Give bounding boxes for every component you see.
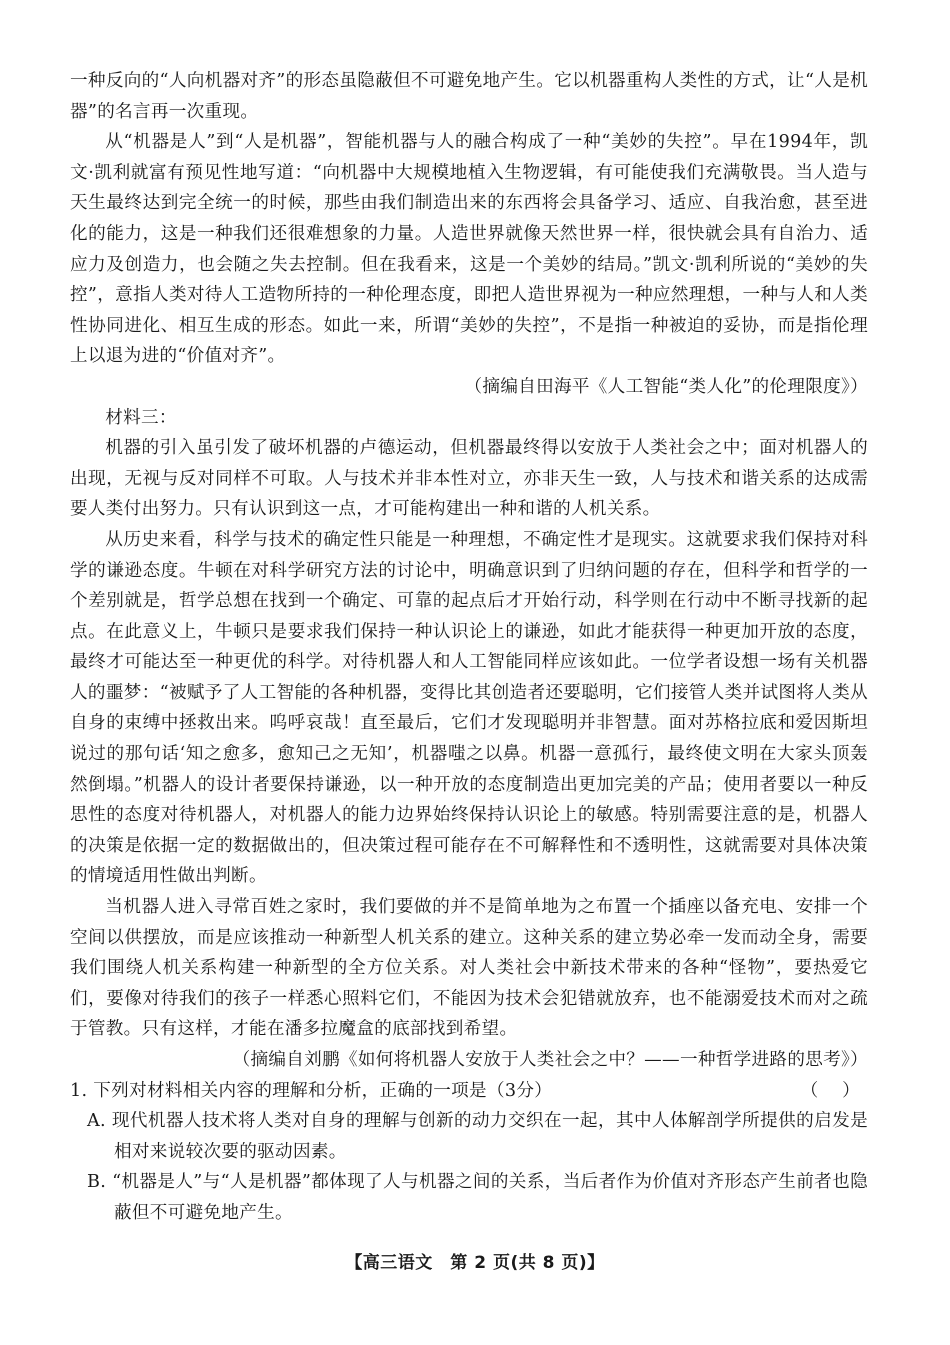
material3-paragraph-3: 当机器人进入寻常百姓之家时，我们要做的并不是简单地为之布置一个插座以备充电、安排一个空间以供摆放，而是应该推动一种新型人机关系的建立。这种关系的建立势必牵一发而动全身，需要我们围绕人机关系构建一种新型的全方位关系。对人类社会中新技术带来的各种“怪物”，要热爱它们，要像对待我们的孩子一样悉心照料它们，不能因为技术会犯错就放弃，也不能溺爱技术而对之疏于管教。只有这样，才能在潘多拉魔盒的底部找到希望。 xyxy=(70,897,868,1040)
material2-kevin-kelly-paragraph: 从“机器是人”到“人是机器”，智能机器与人的融合构成了一种“美妙的失控”。早在1994年，凯文·凯利就富有预见性地写道：“向机器中大规模地植入生物逻辑，有可能使我们充满敬畏。当人造与天生最终达到完全统一的时候，那些由我们制造出来的东西将会具备学习、适应、自我治愈，甚至进化的能力，这是一种我们还很难想象的力量。人造世界就像天然世界一样，很快就会具有自治力、适应力及创造力，也会随之失去控制。但在我看来，这是一个美妙的结局。”凯文·凯利所说的“美妙的失控”，意指人类对待人工造物所持的一种伦理态度，即把人造世界视为一种应然理想，一种与人和人类性协同进化、相互生成的形态。如此一来，所谓“美妙的失控”，不是指一种被迫的妥协，而是指伦理上以退为进的“价值对齐”。 xyxy=(70,132,868,367)
material3-paragraph-2: 从历史来看，科学与技术的确定性只能是一种理想，不确定性才是现实。这就要求我们保持对科学的谦逊态度。牛顿在对科学研究方法的讨论中，明确意识到了归纳问题的存在，但科学和哲学的一个差别就是，哲学总想在找到一个确定、可靠的起点后才开始行动，科学则在行动中不断寻找新的起点。在此意义上，牛顿只是要求我们保持一种认识论上的谦逊，如此才能获得一种更加开放的态度，最终才可能达至一种更优的科学。对待机器人和人工智能同样应该如此。一位学者设想一场有关机器人的噩梦：“被赋予了人工智能的各种机器，变得比其创造者还要聪明，它们接管人类并试图将人类从自身的束缚中拯救出来。呜呼哀哉！直至最后，它们才发现聪明并非智慧。面对苏格拉底和爱因斯坦说过的那句话‘知之愈多，愈知己之无知’，机器嗤之以鼻。机器一意孤行，最终使文明在大家头顶轰然倒塌。”机器人的设计者要保持谦逊，以一种开放的态度制造出更加完美的产品；使用者要以一种反思性的态度对待机器人，对机器人的能力边界始终保持认识论上的敏感。特别需要注意的是，机器人的决策是依据一定的数据做出的，但决策过程可能存在不可解释性和不透明性，这就需要对具体决策的情境适用性做出判断。 xyxy=(70,529,868,887)
answer-blank[interactable]: （ ） xyxy=(800,1080,860,1101)
option-b[interactable]: B. “机器是人”与“人是机器”都体现了人与机器之间的关系，当后者作为价值对齐形态产生前者也隐蔽但不可避免地产生。 xyxy=(87,1172,868,1223)
page-body xyxy=(70,66,868,1229)
question-1-text: 1. 下列对材料相关内容的理解和分析，正确的一项是（3分） xyxy=(70,1080,553,1101)
material2-continuation: 一种反向的“人向机器对齐”的形态虽隐蔽但不可避免地产生。它以机器重构人类性的方式，让“人是机器”的名言再一次重现。 xyxy=(70,71,868,122)
material3-heading: 材料三： xyxy=(105,407,177,428)
material2-source: （摘编自田海平《人工智能“类人化”的伦理限度》） xyxy=(464,376,868,397)
question-1-stem xyxy=(70,1076,868,1107)
option-a[interactable]: A. 现代机器人技术将人类对自身的理解与创新的动力交织在一起，其中人体解剖学所提供的启发是相对来说较次要的驱动因素。 xyxy=(87,1111,868,1162)
material3-paragraph-1: 机器的引入虽引发了破坏机器的卢德运动，但机器最终得以安放于人类社会之中；面对机器人的出现，无视与反对同样不可取。人与技术并非本性对立，亦非天生一致，人与技术和谐关系的达成需要人类付出努力。只有认识到这一点，才可能构建出一种和谐的人机关系。 xyxy=(70,438,868,520)
page-footer: 【高三语文 第 2 页(共 8 页)】 xyxy=(345,1253,605,1273)
material3-source: （摘编自刘鹏《如何将机器人安放于人类社会之中？——一种哲学进路的思考》） xyxy=(232,1050,868,1070)
